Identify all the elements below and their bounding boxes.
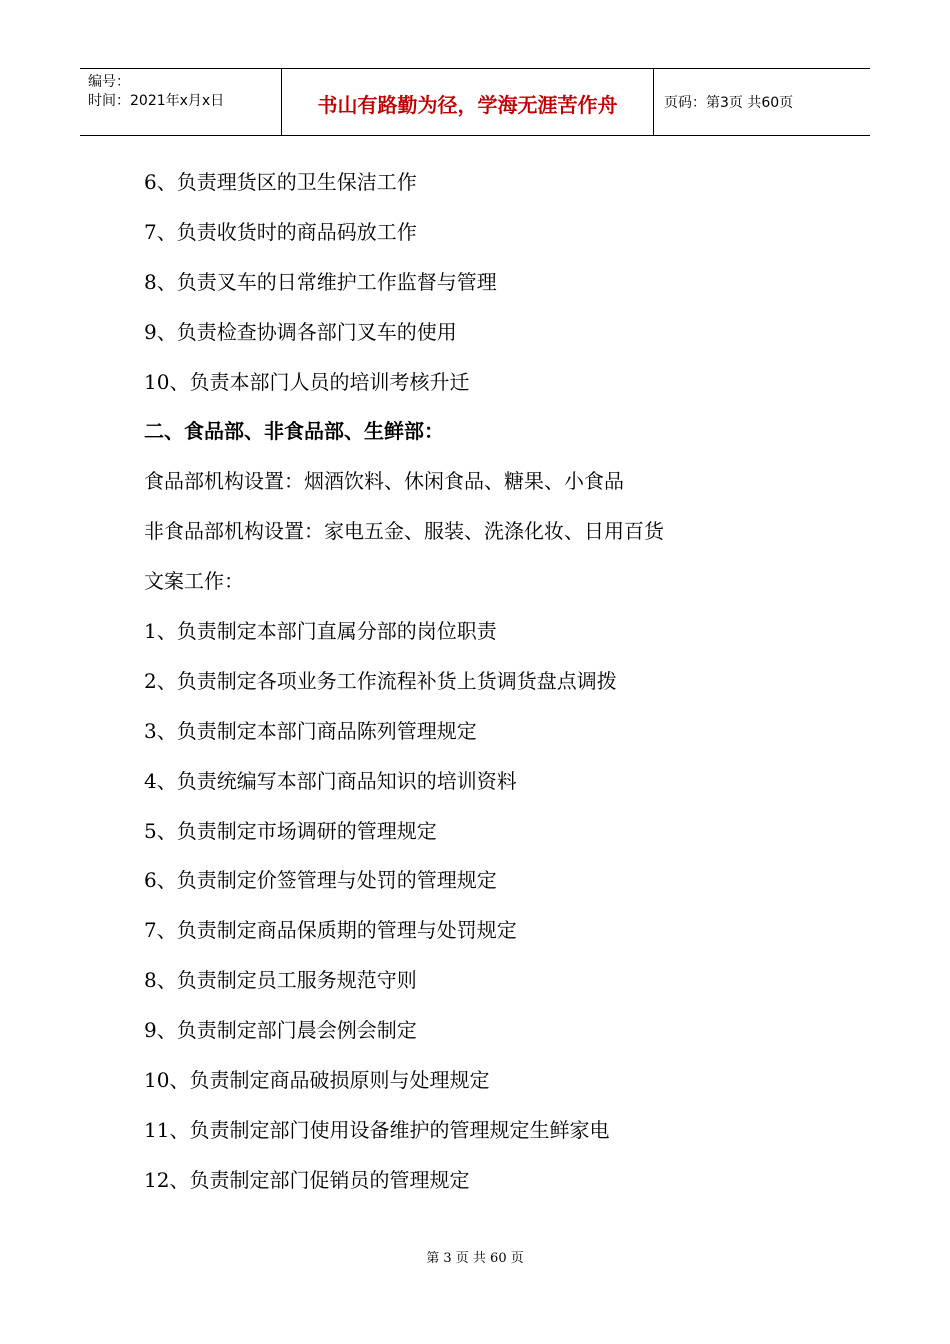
body-line: 8、负责制定员工服务规范守则 — [144, 968, 417, 993]
body-line: 8、负责叉车的日常维护工作监督与管理 — [144, 269, 497, 294]
body-line: 7、负责制定商品保质期的管理与处罚规定 — [144, 918, 517, 943]
body-line: 9、负责检查协调各部门叉车的使用 — [144, 319, 457, 344]
document-body — [144, 158, 824, 1206]
body-line: 文案工作： — [144, 569, 244, 594]
body-line: 9、负责制定部门晨会例会制定 — [144, 1018, 417, 1043]
body-line: 11、负责制定部门使用设备维护的管理规定生鲜家电 — [144, 1117, 610, 1142]
body-line: 1、负责制定本部门直属分部的岗位职责 — [144, 619, 497, 644]
body-line: 3、负责制定本部门商品陈列管理规定 — [144, 718, 477, 743]
body-line: 2、负责制定各项业务工作流程补货上货调货盘点调拨 — [144, 668, 617, 693]
body-line: 5、负责制定市场调研的管理规定 — [144, 818, 437, 843]
body-line: 10、负责本部门人员的培训考核升迁 — [144, 369, 470, 394]
body-line: 非食品部机构设置：家电五金、服装、洗涤化妆、日用百货 — [144, 519, 664, 544]
body-line: 食品部机构设置：烟酒饮料、休闲食品、糖果、小食品 — [144, 469, 624, 494]
document-number-label: 编号： — [88, 74, 130, 90]
page-header — [80, 68, 870, 136]
body-line: 4、负责统编写本部门商品知识的培训资料 — [144, 768, 517, 793]
header-page-info: 页码：第3页 共60页 — [664, 95, 794, 111]
body-line: 7、负责收货时的商品码放工作 — [144, 219, 417, 244]
header-meta — [80, 69, 282, 135]
section-heading: 二、食品部、非食品部、生鲜部： — [144, 419, 444, 444]
document-time-label: 时间：2021年x月x日 — [88, 93, 225, 109]
body-line: 6、负责理货区的卫生保洁工作 — [144, 170, 417, 194]
body-line: 6、负责制定价签管理与处罚的管理规定 — [144, 868, 497, 893]
body-line: 12、负责制定部门促销员的管理规定 — [144, 1167, 470, 1192]
header-motto: 书山有路勤为径，学海无涯苦作舟 — [282, 69, 654, 135]
page-footer: 第 3 页 共 60 页 — [426, 1251, 524, 1266]
body-line: 10、负责制定商品破损原则与处理规定 — [144, 1068, 490, 1093]
